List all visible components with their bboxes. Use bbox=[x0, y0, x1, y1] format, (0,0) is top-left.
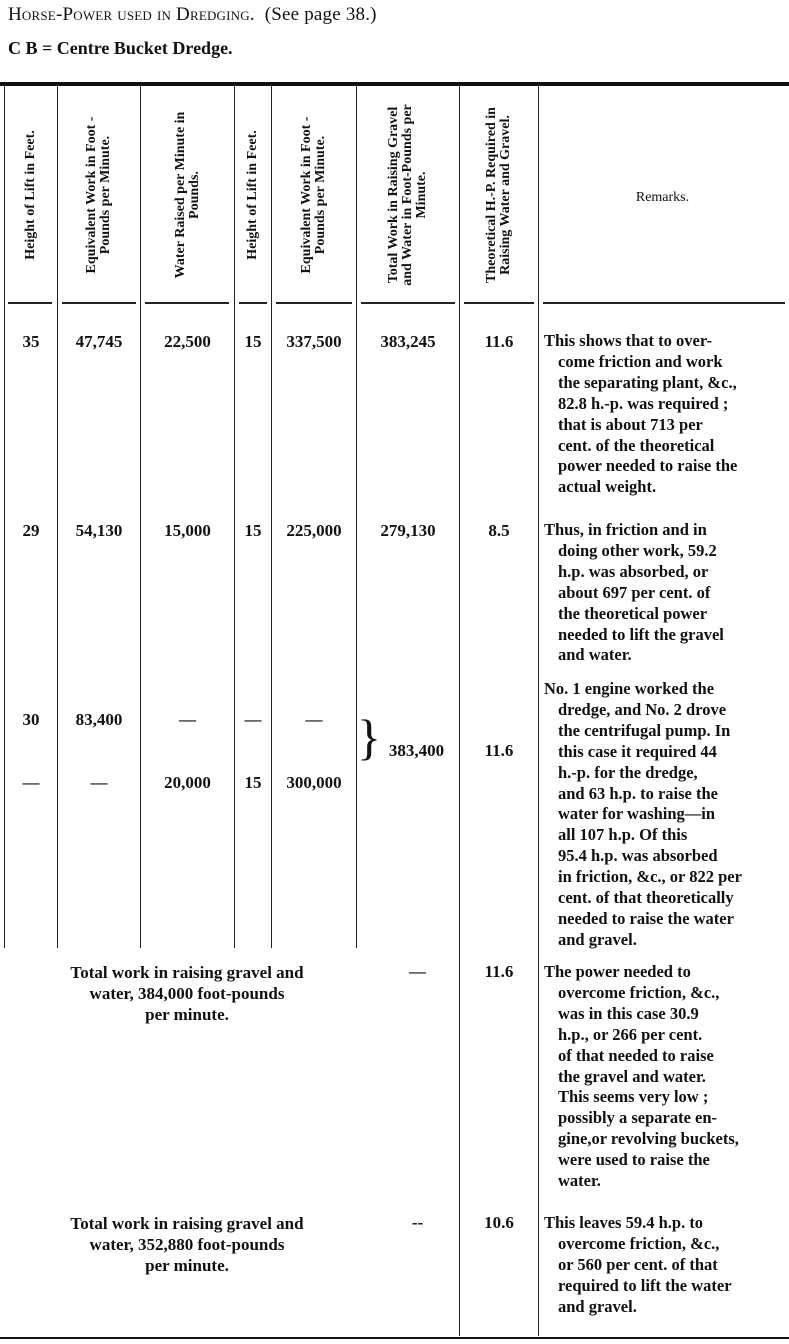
cell-work: — bbox=[90, 773, 108, 792]
table-bottom-rule bbox=[0, 1337, 789, 1339]
col-header-work: Equivalent Work in Foot - Pounds per Minute. bbox=[84, 116, 113, 274]
cell-remark: Thus, in friction and in doing other work, 59.2 h.p. was absorbed, or about 697 per cent. of the theoretical power needed to lift the gravel and water. bbox=[544, 520, 724, 665]
cell-total-work: — bbox=[409, 962, 426, 981]
cell-hp: 11.6 bbox=[484, 962, 514, 981]
cell-work-2: — bbox=[305, 710, 323, 729]
table-top-rule bbox=[0, 82, 789, 86]
cell-remark: No. 1 engine worked the dredge, and No. 2 drove the centrifugal pump. In this case it required 44 h.-p. for the dredge, and 63 h.p. to raise the water for washing—in all 107 h.p. Of this 95.4 h.p. was absorbed in friction, &c., or 822 per cent. of that theoretically needed to raise the water and gravel. bbox=[544, 679, 742, 949]
title-main: Horse-Power used in Dredging. bbox=[8, 4, 255, 25]
cell-water: — bbox=[179, 710, 196, 729]
cell-lift: — bbox=[22, 773, 40, 792]
cell-work: 83,400 bbox=[75, 710, 123, 729]
cell-lift: 29 bbox=[22, 521, 40, 540]
cell-work-2: 225,000 bbox=[286, 521, 342, 540]
cell-lift: 30 bbox=[22, 710, 40, 729]
col-header-water: Water Raised per Minute in Pounds. bbox=[172, 111, 202, 279]
cell-hp: 8.5 bbox=[488, 521, 510, 540]
col-header-theoretical-hp: Theoretical H.-P. Required in Raising Water and Gravel. bbox=[484, 107, 513, 283]
page-title bbox=[8, 4, 377, 26]
cell-work-2: 300,000 bbox=[286, 773, 342, 792]
cell-lift: 35 bbox=[22, 332, 40, 351]
cell-lift-2: 15 bbox=[244, 773, 262, 792]
cell-total-work: 383,245 bbox=[380, 332, 436, 351]
subtitle: C B = Centre Bucket Dredge. bbox=[8, 38, 233, 58]
col-line bbox=[538, 86, 539, 1336]
cell-water: 15,000 bbox=[164, 521, 211, 540]
cell-water: 20,000 bbox=[164, 773, 211, 792]
total-row-text: Total work in raising gravel and water, 384,000 foot-pounds per minute. bbox=[70, 963, 304, 1024]
cell-lift-2: — bbox=[244, 710, 262, 729]
cell-total-work: 383,400 bbox=[388, 741, 445, 760]
cell-remark: This shows that to over- come friction and work the separating plant, &c., 82.8 h.-p. was required ; that is about 713 per cent. of the theoretical power needed to raise the actual weight. bbox=[544, 331, 738, 497]
cell-remark: The power needed to overcome friction, &c., was in this case 30.9 h.p., or 266 per cent. of that needed to raise the gravel and water. This seems very low ; possibly a separate en- gine,or revolving buckets, were used to raise the water. bbox=[544, 962, 739, 1191]
cell-total-work: -- bbox=[411, 1213, 424, 1232]
total-row-text: Total work in raising gravel and water, 352,880 foot-pounds per minute. bbox=[70, 1214, 304, 1275]
cell-hp: 11.6 bbox=[484, 741, 514, 760]
cell-work: 47,745 bbox=[75, 332, 123, 351]
cell-work-2: 337,500 bbox=[286, 332, 342, 351]
col-header-remarks: Remarks. bbox=[635, 190, 690, 205]
col-header-work-2: Equivalent Work in Foot - Pounds per Minute. bbox=[299, 116, 328, 274]
cell-lift-2: 15 bbox=[244, 521, 262, 540]
cell-hp: 10.6 bbox=[484, 1213, 514, 1232]
col-header-lift: Height of Lift in Feet. bbox=[23, 130, 38, 260]
cell-total-work: 279,130 bbox=[380, 521, 436, 540]
cell-work: 54,130 bbox=[75, 521, 123, 540]
cell-lift-2: 15 bbox=[244, 332, 262, 351]
col-header-lift-2: Height of Lift in Feet. bbox=[245, 130, 260, 260]
cell-water: 22,500 bbox=[164, 332, 211, 351]
brace-icon: } bbox=[357, 709, 381, 765]
cell-hp: 11.6 bbox=[484, 332, 514, 351]
col-header-total-work: Total Work in Raising Gravel and Water in Foot-Pounds per Minute. bbox=[386, 104, 429, 286]
cell-remark: This leaves 59.4 h.p. to overcome friction, &c., or 560 per cent. of that required to lift the water and gravel. bbox=[544, 1213, 732, 1316]
header-separator bbox=[0, 302, 789, 304]
title-page-ref: (See page 38.) bbox=[264, 4, 377, 25]
